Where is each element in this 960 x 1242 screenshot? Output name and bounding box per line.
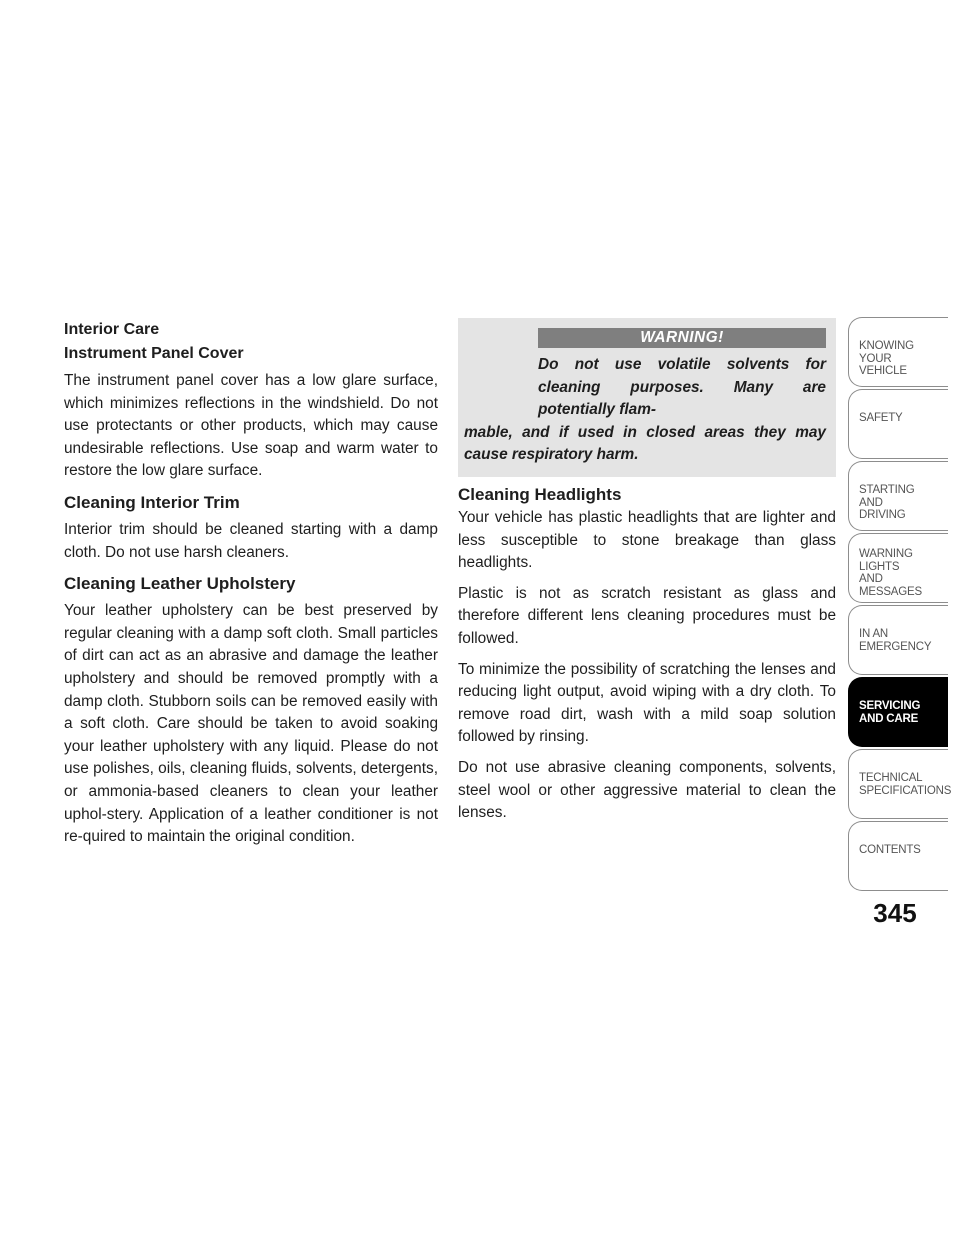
leather-upholstery-heading: Cleaning Leather Upholstery <box>64 574 296 594</box>
tab-label: KNOWING YOUR VEHICLE <box>859 340 914 377</box>
interior-trim-heading: Cleaning Interior Trim <box>64 492 240 512</box>
headlights-paragraph-1: Your vehicle has plastic headlights that are lighter and less susceptible to stone breakage than glass headlights. <box>458 508 836 572</box>
tab-label: IN AN EMERGENCY <box>859 628 932 653</box>
tab-servicing-and-care[interactable] <box>848 677 948 747</box>
warning-text <box>464 354 826 467</box>
page-number: 345 <box>873 898 917 928</box>
instrument-panel-heading: Instrument Panel Cover <box>64 345 244 362</box>
left-column <box>64 318 438 857</box>
tab-in-an-emergency[interactable] <box>848 605 948 675</box>
headlights-paragraph-2: Plastic is not as scratch resistant as glass and therefore different lens cleaning procedures must be followed. <box>458 584 836 647</box>
tab-label: SAFETY <box>859 412 903 424</box>
headlights-paragraph-3: To minimize the possibility of scratching the lenses and reducing light output, avoid wiping with a dry cloth. To remove road dirt, wash with a mild soap solution followed by rinsing. <box>458 660 836 746</box>
tab-safety[interactable] <box>848 389 948 459</box>
tab-technical-specifications[interactable] <box>848 749 952 819</box>
headlights-paragraph-4: Do not use abrasive cleaning components, solvents, steel wool or other aggressive material to clean the lenses. <box>458 758 836 822</box>
instrument-panel-text: The instrument panel cover has a low glare surface, which minimizes reflections in the windshield. Do not use protectants or other products, which may cause undesirable reflections. Use soap and warm water to restore the low glare surface. <box>64 372 438 480</box>
warning-text-line1: Do not use volatile solvents for cleaning purposes. Many are potentially flam- <box>538 356 826 419</box>
warning-box <box>458 318 836 477</box>
tab-knowing-your-vehicle[interactable] <box>848 317 948 387</box>
right-column <box>458 318 836 833</box>
warning-text-rest: mable, and if used in closed areas they may cause respiratory harm. <box>464 423 826 464</box>
headlights-heading: Cleaning Headlights <box>458 484 622 504</box>
tab-label: CONTENTS <box>859 844 921 856</box>
tab-starting-and-driving[interactable] <box>848 461 948 531</box>
tab-label: SERVICING AND CARE <box>859 700 921 725</box>
tab-warning-lights-and-messages[interactable] <box>848 533 948 603</box>
tab-label: STARTING AND DRIVING <box>859 484 915 521</box>
tab-contents[interactable] <box>848 821 948 891</box>
interior-trim-text: Interior trim should be cleaned starting with a damp cloth. Do not use harsh cleaners. <box>64 520 438 561</box>
tab-label: TECHNICAL SPECIFICATIONS <box>859 772 952 797</box>
chapter-tabs <box>848 317 952 893</box>
leather-upholstery-text: Your leather upholstery can be best preserved by regular cleaning with a damp soft cloth. Small particles of dirt can act as an abrasive and damage the leather upholstery and should be removed promptly with a damp cloth. Stubborn soils can be removed easily with a soft cloth. Care should be taken to avoid soaking your leather upholstery with any liquid. Please do not use polishes, oils, cleaning fluids, solvents, detergents, or ammonia-based cleaners to clean your leather uphol-stery. Application of a leather conditioner is not re-quired to maintain the original condition. <box>64 602 438 846</box>
tab-label: WARNING LIGHTS AND MESSAGES <box>859 548 922 598</box>
section-title: Interior Care <box>64 321 160 338</box>
warning-label: WARNING! <box>538 328 826 348</box>
